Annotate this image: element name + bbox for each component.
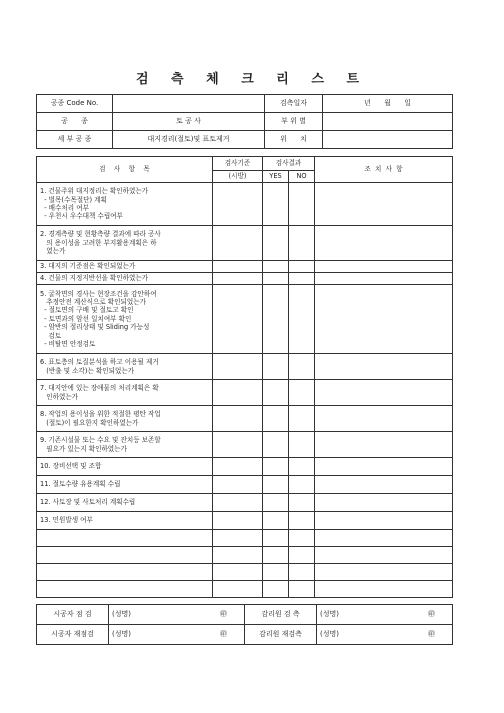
criteria-cell[interactable] (213, 354, 263, 380)
yes-cell[interactable] (263, 432, 289, 458)
table-row (37, 406, 453, 432)
action-cell[interactable] (315, 458, 453, 476)
contractor-check-label: 시공자 점 검 (37, 605, 109, 625)
criteria-cell[interactable] (213, 564, 263, 581)
contractor-recheck-sign[interactable] (109, 625, 245, 645)
col-action: 조 치 사 항 (315, 157, 453, 183)
table-row (37, 494, 453, 512)
name-label: (성명) (112, 610, 131, 618)
name-label: (성명) (320, 630, 339, 638)
yes-cell[interactable] (263, 458, 289, 476)
action-cell[interactable] (315, 354, 453, 380)
table-row (37, 581, 453, 598)
item-text: 6. 표토층의 토질분석을 하고 이용될 제거 (반출 및 소각)는 확인되었는가 (37, 354, 213, 380)
yes-cell[interactable] (263, 273, 289, 285)
item-text (37, 581, 213, 598)
col-item: 검 사 항 목 (37, 157, 213, 183)
item-text: 9. 기존시설물 또는 수요 및 잔치등 보존할 필요가 있는지 확인하였는가 (37, 432, 213, 458)
criteria-cell[interactable] (213, 581, 263, 598)
action-cell[interactable] (315, 494, 453, 512)
criteria-cell[interactable] (213, 530, 263, 547)
detail-value[interactable]: 대지경리(절토)및 표토제거 (113, 131, 265, 149)
work-code-value[interactable] (113, 95, 265, 113)
action-cell[interactable] (315, 285, 453, 354)
no-cell[interactable] (289, 494, 315, 512)
seal-mark: ㊞ (220, 630, 227, 638)
table-row (37, 512, 453, 530)
yes-cell[interactable] (263, 261, 289, 273)
item-text: 7. 대지안에 있는 장애물의 처리계획은 확 인하였는가 (37, 380, 213, 406)
table-row (37, 564, 453, 581)
no-cell[interactable] (289, 530, 315, 547)
no-cell[interactable] (289, 581, 315, 598)
no-cell[interactable] (289, 406, 315, 432)
no-cell[interactable] (289, 285, 315, 354)
action-cell[interactable] (315, 432, 453, 458)
action-cell[interactable] (315, 476, 453, 494)
table-row (37, 273, 453, 285)
work-code-label: 공종 Code No. (37, 95, 113, 113)
criteria-cell[interactable] (213, 380, 263, 406)
contractor-recheck-label: 시공자 재점검 (37, 625, 109, 645)
no-cell[interactable] (289, 458, 315, 476)
work-label: 공 종 (37, 113, 113, 131)
criteria-cell[interactable] (213, 476, 263, 494)
supervisor-recheck-label: 감리원 재검측 (245, 625, 317, 645)
criteria-cell[interactable] (213, 494, 263, 512)
action-cell[interactable] (315, 183, 453, 226)
position-label: 위 치 (265, 131, 323, 149)
yes-cell[interactable] (263, 512, 289, 530)
table-row (37, 354, 453, 380)
table-row (37, 458, 453, 476)
yes-cell[interactable] (263, 476, 289, 494)
name-label: (성명) (320, 610, 339, 618)
col-result: 검사결과 (263, 157, 315, 171)
no-cell[interactable] (289, 432, 315, 458)
location-value[interactable] (323, 113, 453, 131)
no-cell[interactable] (289, 564, 315, 581)
detail-label: 세 부 공 종 (37, 131, 113, 149)
checklist-table (36, 156, 453, 598)
table-row (37, 432, 453, 458)
info-table (36, 94, 453, 149)
yes-cell[interactable] (263, 380, 289, 406)
action-cell[interactable] (315, 273, 453, 285)
table-row (37, 261, 453, 273)
yes-cell[interactable] (263, 406, 289, 432)
col-criteria: 검사기준 (213, 157, 263, 171)
no-cell[interactable] (289, 547, 315, 564)
action-cell[interactable] (315, 581, 453, 598)
location-label: 부 위 별 (265, 113, 323, 131)
item-text: 1. 건물주위 대지정리는 확인하였는가 - 벌목(수목절단) 계획 - 배수처리 여부 - 우천시 우수대책 수립여부 (37, 183, 213, 226)
no-cell[interactable] (289, 273, 315, 285)
item-text: 8. 작업의 용이성을 위한 적절한 평탄 작업 (절토)이 필요한지 확인하였는가 (37, 406, 213, 432)
table-row (37, 226, 453, 261)
item-text (37, 530, 213, 547)
no-cell[interactable] (289, 354, 315, 380)
no-cell[interactable] (289, 476, 315, 494)
item-text: 13. 민원발생 여부 (37, 512, 213, 530)
no-cell[interactable] (289, 226, 315, 261)
supervisor-check-sign[interactable] (317, 605, 453, 625)
table-row (37, 547, 453, 564)
inspect-date-value[interactable]: 년 월 일 (323, 95, 453, 113)
item-text: 11. 절토수량 유용계획 수립 (37, 476, 213, 494)
item-text (37, 547, 213, 564)
name-label: (성명) (112, 630, 131, 638)
no-cell[interactable] (289, 512, 315, 530)
item-text: 5. 굴착면의 경사는 현장조건을 감안하여 추정안전 계산식으로 확인되었는가 - 절토면의 구배 및 절토고 확인 - 토면과의 암선 일치여부 확인 - 암반의 절리상태 및 Sliding 가능성 검토 - 비탈면 안정검토 (37, 285, 213, 354)
criteria-cell[interactable] (213, 547, 263, 564)
action-cell[interactable] (315, 547, 453, 564)
yes-cell[interactable] (263, 354, 289, 380)
signature-table (36, 604, 453, 645)
criteria-cell[interactable] (213, 512, 263, 530)
supervisor-check-label: 감리원 검 측 (245, 605, 317, 625)
table-row (37, 476, 453, 494)
col-yes: YES (263, 171, 289, 183)
action-cell[interactable] (315, 564, 453, 581)
col-criteria-sub: (시방) (213, 171, 263, 183)
contractor-check-sign[interactable] (109, 605, 245, 625)
item-text: 12. 사토장 및 사토처리 계획수립 (37, 494, 213, 512)
criteria-cell[interactable] (213, 183, 263, 226)
criteria-cell[interactable] (213, 432, 263, 458)
criteria-cell[interactable] (213, 458, 263, 476)
inspect-date-label: 검측일자 (265, 95, 323, 113)
item-text: 3. 대지의 기준점은 확인되었는가 (37, 261, 213, 273)
yes-cell[interactable] (263, 564, 289, 581)
table-row (37, 183, 453, 226)
yes-cell[interactable] (263, 226, 289, 261)
yes-cell[interactable] (263, 530, 289, 547)
seal-mark: ㊞ (428, 610, 435, 618)
item-text: 10. 장비선택 및 조합 (37, 458, 213, 476)
page-title: 검 측 체 크 리 스 트 (135, 72, 369, 87)
item-text (37, 564, 213, 581)
supervisor-recheck-sign[interactable] (317, 625, 453, 645)
yes-cell[interactable] (263, 547, 289, 564)
no-cell[interactable] (289, 183, 315, 226)
action-cell[interactable] (315, 380, 453, 406)
criteria-cell[interactable] (213, 285, 263, 354)
table-row (37, 380, 453, 406)
position-value[interactable] (323, 131, 453, 149)
yes-cell[interactable] (263, 494, 289, 512)
criteria-cell[interactable] (213, 261, 263, 273)
action-cell[interactable] (315, 261, 453, 273)
table-row (37, 285, 453, 354)
no-cell[interactable] (289, 261, 315, 273)
work-value[interactable]: 토 공 사 (113, 113, 265, 131)
criteria-cell[interactable] (213, 226, 263, 261)
seal-mark: ㊞ (428, 630, 435, 638)
item-text: 2. 경계측량 및 현황측량 결과에 따라 공사 의 용이성을 고려한 부지활용계획은 하 였는가 (37, 226, 213, 261)
criteria-cell[interactable] (213, 406, 263, 432)
item-text: 4. 건물의 지정지반선을 확인하였는가 (37, 273, 213, 285)
col-no: NO (289, 171, 315, 183)
action-cell[interactable] (315, 512, 453, 530)
no-cell[interactable] (289, 380, 315, 406)
yes-cell[interactable] (263, 183, 289, 226)
action-cell[interactable] (315, 530, 453, 547)
yes-cell[interactable] (263, 581, 289, 598)
action-cell[interactable] (315, 226, 453, 261)
criteria-cell[interactable] (213, 273, 263, 285)
table-row (37, 530, 453, 547)
seal-mark: ㊞ (220, 610, 227, 618)
action-cell[interactable] (315, 406, 453, 432)
yes-cell[interactable] (263, 285, 289, 354)
